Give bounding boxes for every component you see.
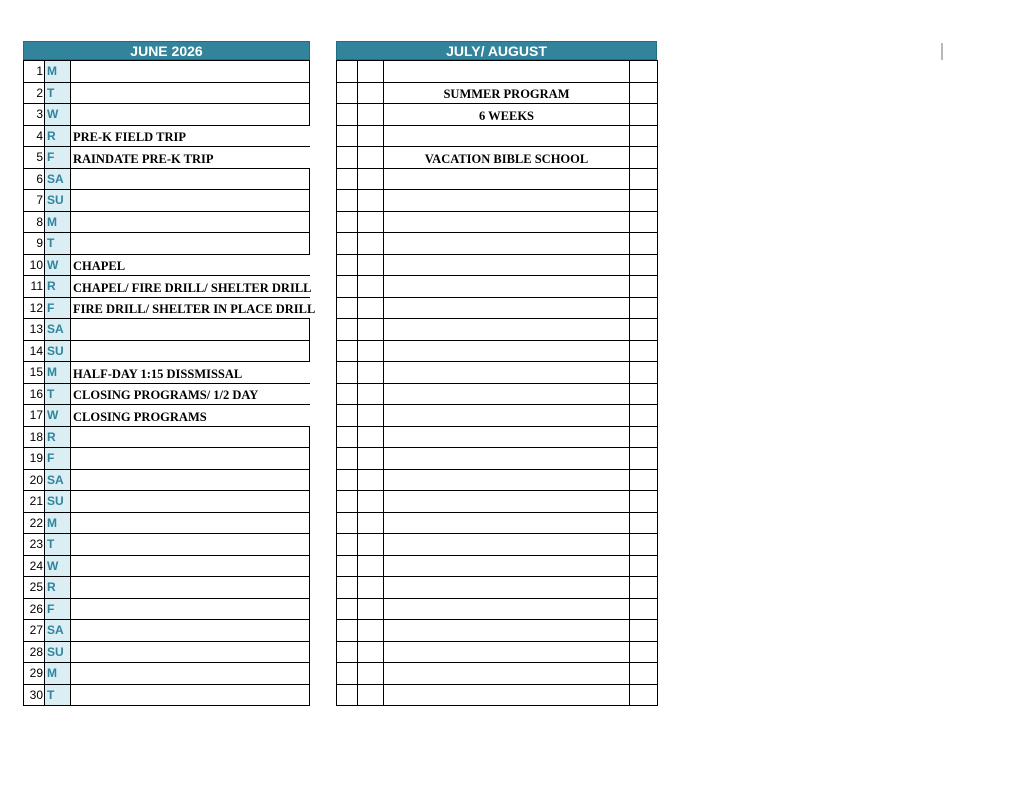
day-of-week: R <box>45 276 71 298</box>
day-of-week: T <box>45 383 71 405</box>
blank-cell <box>630 426 658 448</box>
day-of-week: M <box>45 663 71 685</box>
day-of-week: M <box>45 362 71 384</box>
day-number: 19 <box>24 448 45 470</box>
july-august-row <box>337 426 658 448</box>
day-number: 15 <box>24 362 45 384</box>
summer-note <box>384 254 630 276</box>
day-of-week: SA <box>45 319 71 341</box>
blank-cell <box>337 620 358 642</box>
blank-cell <box>337 61 358 83</box>
blank-cell <box>630 125 658 147</box>
summer-note <box>384 469 630 491</box>
blank-cell <box>630 555 658 577</box>
july-august-header: JULY/ AUGUST <box>336 41 657 60</box>
day-of-week: T <box>45 684 71 706</box>
day-event <box>71 254 310 276</box>
blank-cell <box>337 147 358 169</box>
day-event <box>71 577 310 599</box>
day-number: 16 <box>24 383 45 405</box>
day-number: 17 <box>24 405 45 427</box>
summer-note <box>384 297 630 319</box>
day-number: 25 <box>24 577 45 599</box>
blank-cell <box>630 254 658 276</box>
blank-cell <box>337 555 358 577</box>
july-august-row <box>337 684 658 706</box>
blank-cell <box>630 534 658 556</box>
day-of-week: M <box>45 512 71 534</box>
july-august-row <box>337 663 658 685</box>
blank-cell <box>337 383 358 405</box>
day-number: 10 <box>24 254 45 276</box>
day-number: 2 <box>24 82 45 104</box>
blank-cell <box>358 104 384 126</box>
day-of-week: F <box>45 147 71 169</box>
day-event <box>71 233 310 255</box>
blank-cell <box>630 491 658 513</box>
july-august-row <box>337 297 658 319</box>
june-day-row <box>24 254 310 276</box>
day-number: 8 <box>24 211 45 233</box>
day-event <box>71 82 310 104</box>
june-day-row <box>24 276 310 298</box>
blank-cell <box>337 104 358 126</box>
july-august-row <box>337 491 658 513</box>
blank-cell <box>358 125 384 147</box>
day-event <box>71 663 310 685</box>
summer-note <box>384 82 630 104</box>
day-number: 27 <box>24 620 45 642</box>
day-number: 6 <box>24 168 45 190</box>
summer-note <box>384 319 630 341</box>
blank-cell <box>337 340 358 362</box>
blank-cell <box>337 168 358 190</box>
blank-cell <box>630 577 658 599</box>
day-event <box>71 534 310 556</box>
blank-cell <box>630 362 658 384</box>
day-of-week: W <box>45 254 71 276</box>
blank-cell <box>630 598 658 620</box>
blank-cell <box>358 297 384 319</box>
blank-cell <box>358 61 384 83</box>
july-august-row <box>337 577 658 599</box>
day-of-week: M <box>45 61 71 83</box>
summer-note <box>384 598 630 620</box>
blank-cell <box>358 684 384 706</box>
blank-cell <box>337 641 358 663</box>
day-number: 30 <box>24 684 45 706</box>
july-august-row <box>337 233 658 255</box>
blank-cell <box>358 620 384 642</box>
july-august-row <box>337 448 658 470</box>
july-august-row <box>337 383 658 405</box>
blank-cell <box>337 254 358 276</box>
day-of-week: W <box>45 405 71 427</box>
blank-cell <box>337 684 358 706</box>
blank-cell <box>630 233 658 255</box>
day-event <box>71 211 310 233</box>
summer-note <box>384 491 630 513</box>
blank-cell <box>630 663 658 685</box>
blank-cell <box>358 405 384 427</box>
day-event-text: FIRE DRILL/ SHELTER IN PLACE DRILL <box>73 302 316 317</box>
day-event <box>71 190 310 212</box>
day-event-text: CLOSING PROGRAMS/ 1/2 DAY <box>73 388 259 403</box>
june-day-row <box>24 426 310 448</box>
july-august-row <box>337 190 658 212</box>
day-number: 21 <box>24 491 45 513</box>
blank-cell <box>630 276 658 298</box>
blank-cell <box>358 211 384 233</box>
june-day-row <box>24 61 310 83</box>
day-event <box>71 340 310 362</box>
july-august-row <box>337 254 658 276</box>
june-day-row <box>24 104 310 126</box>
day-event <box>71 168 310 190</box>
blank-cell <box>337 405 358 427</box>
summer-note <box>384 684 630 706</box>
day-number: 26 <box>24 598 45 620</box>
blank-cell <box>337 598 358 620</box>
blank-cell <box>337 190 358 212</box>
summer-note-text: 6 WEEKS <box>479 108 534 123</box>
blank-cell <box>337 426 358 448</box>
day-of-week: SU <box>45 340 71 362</box>
summer-note <box>384 276 630 298</box>
day-of-week: SU <box>45 190 71 212</box>
june-day-row <box>24 534 310 556</box>
summer-note <box>384 534 630 556</box>
day-event <box>71 469 310 491</box>
day-event <box>71 125 310 147</box>
day-number: 7 <box>24 190 45 212</box>
day-number: 3 <box>24 104 45 126</box>
june-day-row <box>24 491 310 513</box>
july-august-row <box>337 82 658 104</box>
july-august-row <box>337 598 658 620</box>
blank-cell <box>630 319 658 341</box>
blank-cell <box>337 512 358 534</box>
july-august-row <box>337 362 658 384</box>
blank-cell <box>358 577 384 599</box>
day-of-week: M <box>45 211 71 233</box>
blank-cell <box>358 598 384 620</box>
day-of-week: T <box>45 534 71 556</box>
day-number: 23 <box>24 534 45 556</box>
day-of-week: W <box>45 555 71 577</box>
blank-cell <box>337 319 358 341</box>
july-august-row <box>337 555 658 577</box>
june-day-row <box>24 362 310 384</box>
day-event <box>71 405 310 427</box>
day-event-text: CHAPEL <box>73 259 126 274</box>
june-day-row <box>24 233 310 255</box>
june-day-row <box>24 620 310 642</box>
summer-note <box>384 577 630 599</box>
blank-cell <box>630 147 658 169</box>
summer-note <box>384 383 630 405</box>
blank-cell <box>358 448 384 470</box>
june-day-row <box>24 383 310 405</box>
day-event <box>71 319 310 341</box>
july-august-row <box>337 620 658 642</box>
summer-note <box>384 125 630 147</box>
summer-note <box>384 362 630 384</box>
day-event <box>71 147 310 169</box>
day-of-week: SA <box>45 620 71 642</box>
june-day-row <box>24 469 310 491</box>
blank-cell <box>337 534 358 556</box>
july-august-row <box>337 168 658 190</box>
june-day-row <box>24 340 310 362</box>
day-event <box>71 641 310 663</box>
day-number: 11 <box>24 276 45 298</box>
day-number: 18 <box>24 426 45 448</box>
july-august-row <box>337 125 658 147</box>
summer-note <box>384 190 630 212</box>
day-of-week: F <box>45 598 71 620</box>
day-of-week: SA <box>45 168 71 190</box>
blank-cell <box>630 405 658 427</box>
summer-note <box>384 147 630 169</box>
blank-cell <box>630 512 658 534</box>
summer-note <box>384 340 630 362</box>
blank-cell <box>358 319 384 341</box>
blank-cell <box>358 469 384 491</box>
blank-cell <box>337 233 358 255</box>
june-day-row <box>24 125 310 147</box>
blank-cell <box>630 190 658 212</box>
day-of-week: R <box>45 125 71 147</box>
june-day-row <box>24 577 310 599</box>
blank-cell <box>358 512 384 534</box>
blank-cell <box>337 448 358 470</box>
blank-cell <box>337 362 358 384</box>
blank-cell <box>630 620 658 642</box>
day-event-text: CHAPEL/ FIRE DRILL/ SHELTER DRILL <box>73 280 312 295</box>
june-day-row <box>24 211 310 233</box>
blank-cell <box>358 168 384 190</box>
blank-cell <box>337 663 358 685</box>
july-august-row <box>337 469 658 491</box>
day-number: 12 <box>24 297 45 319</box>
blank-cell <box>358 641 384 663</box>
day-event-text: RAINDATE PRE-K TRIP <box>73 151 214 166</box>
day-of-week: SU <box>45 641 71 663</box>
blank-cell <box>358 276 384 298</box>
blank-cell <box>358 491 384 513</box>
blank-cell <box>630 383 658 405</box>
day-event-text: CLOSING PROGRAMS <box>73 409 207 424</box>
june-day-row <box>24 319 310 341</box>
july-august-row <box>337 534 658 556</box>
summer-note <box>384 448 630 470</box>
blank-cell <box>358 254 384 276</box>
summer-note <box>384 512 630 534</box>
day-number: 29 <box>24 663 45 685</box>
july-august-row <box>337 104 658 126</box>
day-event <box>71 276 310 298</box>
june-day-row <box>24 82 310 104</box>
summer-note-text: SUMMER PROGRAM <box>443 87 570 102</box>
july-august-row <box>337 319 658 341</box>
day-event <box>71 426 310 448</box>
summer-note <box>384 405 630 427</box>
july-august-row <box>337 641 658 663</box>
summer-note <box>384 426 630 448</box>
blank-cell <box>337 211 358 233</box>
blank-cell <box>630 469 658 491</box>
july-august-row <box>337 276 658 298</box>
blank-cell <box>630 61 658 83</box>
blank-cell <box>337 297 358 319</box>
blank-cell <box>358 190 384 212</box>
blank-cell <box>630 297 658 319</box>
june-day-row <box>24 641 310 663</box>
june-day-row <box>24 684 310 706</box>
summer-note <box>384 663 630 685</box>
june-day-row <box>24 297 310 319</box>
july-august-calendar-table <box>336 60 658 706</box>
june-day-row <box>24 448 310 470</box>
blank-cell <box>630 168 658 190</box>
blank-cell <box>337 276 358 298</box>
blank-cell <box>337 469 358 491</box>
blank-cell <box>337 577 358 599</box>
blank-cell <box>630 82 658 104</box>
day-event <box>71 61 310 83</box>
blank-cell <box>358 383 384 405</box>
june-header: JUNE 2026 <box>23 41 310 60</box>
day-number: 5 <box>24 147 45 169</box>
july-august-row <box>337 211 658 233</box>
june-day-row <box>24 512 310 534</box>
blank-cell <box>358 555 384 577</box>
blank-cell <box>337 82 358 104</box>
july-august-row <box>337 405 658 427</box>
day-number: 9 <box>24 233 45 255</box>
day-of-week: T <box>45 82 71 104</box>
blank-cell <box>630 641 658 663</box>
day-number: 28 <box>24 641 45 663</box>
day-number: 22 <box>24 512 45 534</box>
day-of-week: SA <box>45 469 71 491</box>
day-event <box>71 104 310 126</box>
day-event <box>71 555 310 577</box>
day-event-text: PRE-K FIELD TRIP <box>73 130 186 145</box>
day-of-week: R <box>45 577 71 599</box>
june-calendar-table <box>23 60 316 706</box>
day-event <box>71 684 310 706</box>
blank-cell <box>358 534 384 556</box>
june-day-row <box>24 598 310 620</box>
summer-note <box>384 620 630 642</box>
blank-cell <box>630 104 658 126</box>
blank-cell <box>630 448 658 470</box>
june-day-row <box>24 555 310 577</box>
june-day-row <box>24 663 310 685</box>
day-number: 20 <box>24 469 45 491</box>
day-event <box>71 297 316 319</box>
day-of-week: R <box>45 426 71 448</box>
day-event <box>71 491 310 513</box>
day-number: 13 <box>24 319 45 341</box>
day-of-week: W <box>45 104 71 126</box>
day-event-text: HALF-DAY 1:15 DISSMISSAL <box>73 366 243 381</box>
june-day-row <box>24 405 310 427</box>
blank-cell <box>630 684 658 706</box>
blank-cell <box>358 426 384 448</box>
summer-note <box>384 61 630 83</box>
blank-cell <box>337 125 358 147</box>
blank-cell <box>358 233 384 255</box>
day-event <box>71 620 310 642</box>
day-number: 1 <box>24 61 45 83</box>
blank-cell <box>337 491 358 513</box>
summer-note <box>384 233 630 255</box>
july-august-row <box>337 340 658 362</box>
july-august-row <box>337 147 658 169</box>
blank-cell <box>358 340 384 362</box>
day-event <box>71 598 310 620</box>
day-of-week: F <box>45 297 71 319</box>
july-august-row <box>337 61 658 83</box>
day-of-week: T <box>45 233 71 255</box>
blank-cell <box>358 147 384 169</box>
blank-cell <box>358 82 384 104</box>
day-of-week: F <box>45 448 71 470</box>
summer-note <box>384 555 630 577</box>
day-event <box>71 383 310 405</box>
page-edge-marker <box>941 43 943 60</box>
blank-cell <box>630 340 658 362</box>
day-of-week: SU <box>45 491 71 513</box>
day-number: 4 <box>24 125 45 147</box>
summer-note <box>384 641 630 663</box>
day-event <box>71 448 310 470</box>
june-day-row <box>24 168 310 190</box>
day-event <box>71 362 310 384</box>
june-day-row <box>24 190 310 212</box>
july-august-row <box>337 512 658 534</box>
day-number: 14 <box>24 340 45 362</box>
blank-cell <box>630 211 658 233</box>
blank-cell <box>358 663 384 685</box>
blank-cell <box>358 362 384 384</box>
summer-note <box>384 211 630 233</box>
june-day-row <box>24 147 310 169</box>
summer-note <box>384 168 630 190</box>
summer-note <box>384 104 630 126</box>
summer-note-text: VACATION BIBLE SCHOOL <box>424 151 589 166</box>
day-number: 24 <box>24 555 45 577</box>
day-event <box>71 512 310 534</box>
